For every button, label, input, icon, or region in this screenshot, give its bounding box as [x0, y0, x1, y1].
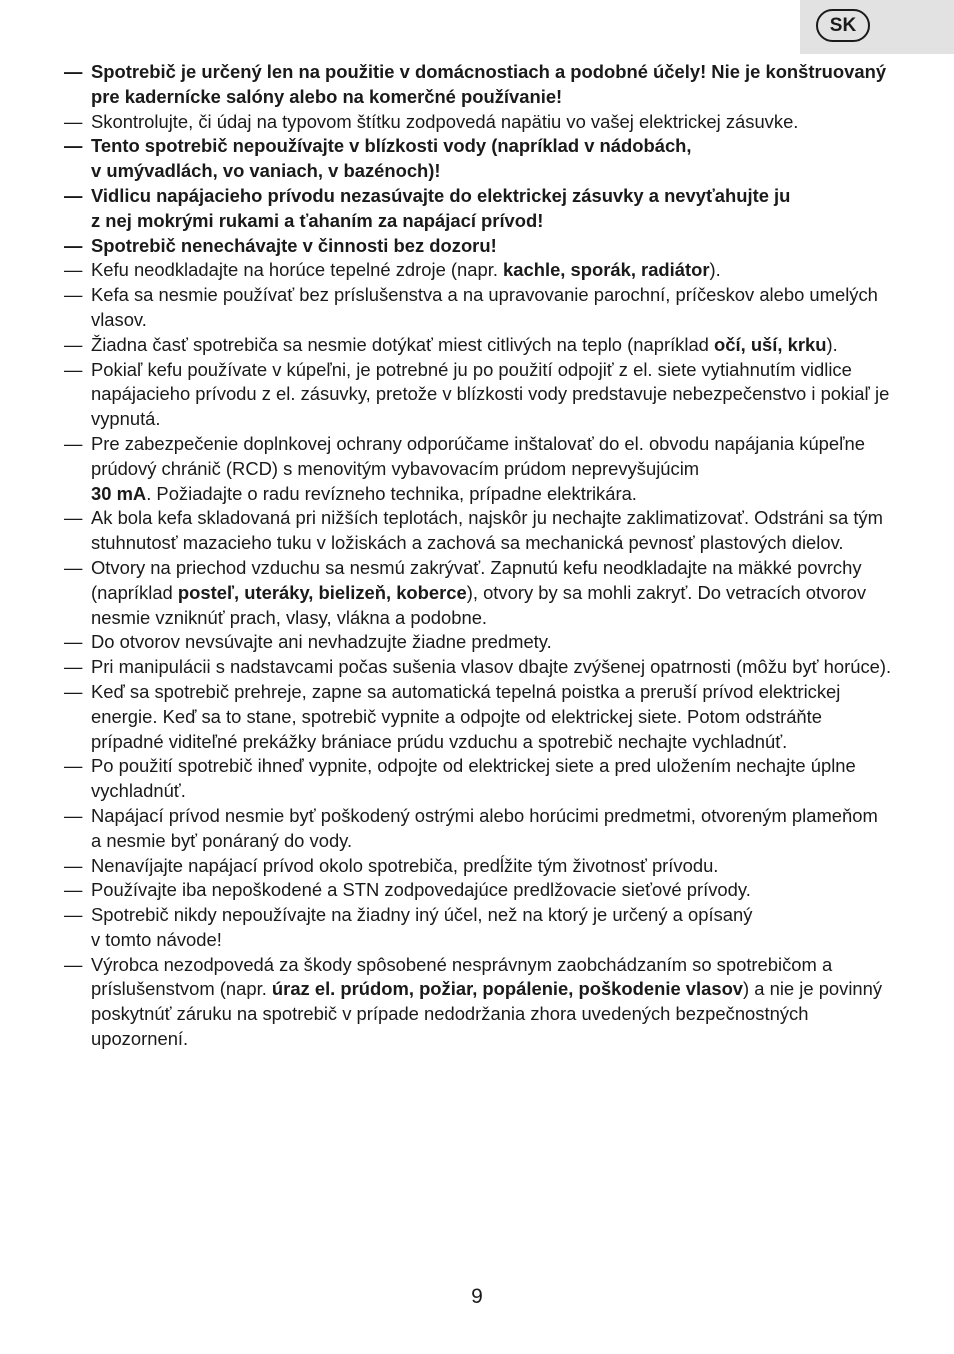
item-text: Vidlicu napájacieho prívodu nezasúvajte do elektrickej zásuvky a nevyťahujte ju [91, 184, 791, 206]
list-item [64, 283, 892, 333]
item-text: Pokiaľ kefu používate v kúpeľni, je potrebné ju po použití odpojiť z el. siete vytiahnutím vidlice napájacieho prívodu z el. zásuvky, pretože v blízkosti vody predstavuje nebezpečenstvo i pokiaľ je vypnutá. [91, 358, 890, 430]
item-text: v tomto návode! [91, 928, 222, 950]
list-item [64, 358, 892, 432]
list-item [64, 953, 892, 1052]
dash-bullet: — [64, 259, 83, 281]
item-text: Spotrebič nenechávajte v činnosti bez dozoru! [91, 234, 497, 256]
item-text: ), otvory by sa mohli zakryť. Do vetracích otvorov nesmie vzniknúť prach, vlasy, vlákna a podobne. [91, 581, 867, 628]
item-text: Tento spotrebič nepoužívajte v blízkosti vody (napríklad v nádobách, [91, 135, 692, 157]
dash-bullet: — [64, 631, 83, 653]
emphasis-text: kachle, sporák, radiátor [503, 259, 710, 281]
item-text: Výrobca nezodpovedá za škody spôsobené nesprávnym zaobchádzaním so spotrebičom a príslušenstvom (napr. [91, 953, 833, 1000]
dash-bullet: — [64, 358, 83, 380]
list-item [64, 134, 892, 184]
list-item [64, 903, 892, 953]
dash-bullet: — [64, 135, 83, 157]
item-text: Kefu neodkladajte na horúce tepelné zdroje (napr. [91, 259, 504, 281]
language-badge: SK [816, 9, 870, 42]
list-item [64, 258, 892, 283]
emphasis-text: očí, uší, krku [714, 333, 827, 355]
item-text: ) a nie je povinný poskytnúť záruku na spotrebič v prípade nedodržania zhora uvedených bezpečnostných upozornení. [91, 978, 883, 1050]
page-number: 9 [471, 1285, 483, 1308]
dash-bullet: — [64, 879, 83, 901]
emphasis-text: posteľ, uteráky, bielizeň, koberce [177, 581, 467, 603]
language-tab [800, 0, 954, 54]
item-text: ). [826, 333, 838, 355]
list-item [64, 234, 892, 259]
item-text: Spotrebič je určený len na použitie v domácnostiach a podobné účely! Nie je konštruovaný pre kadernícke salóny alebo na komerčné používanie! [91, 61, 887, 107]
list-item [64, 630, 892, 655]
dash-bullet: — [64, 904, 83, 926]
list-item [64, 854, 892, 879]
dash-bullet: — [64, 854, 83, 876]
item-text: Pre zabezpečenie doplnkovej ochrany odporúčame inštalovať do el. obvodu napájania kúpeľne prúdový chránič (RCD) s menovitým vybavovacím prúdom neprevyšujúcim [91, 432, 865, 479]
dash-bullet: — [64, 755, 83, 777]
dash-bullet: — [64, 234, 83, 256]
item-text: Skontrolujte, či údaj na typovom štítku zodpovedá napätiu vo vašej elektrickej zásuvke. [91, 110, 799, 132]
dash-bullet: — [64, 656, 83, 678]
dash-bullet: — [64, 804, 83, 826]
list-item [64, 184, 892, 234]
item-text: Pri manipulácii s nadstavcami počas sušenia vlasov dbajte zvýšenej opatrnosti (môžu byť horúce). [91, 656, 892, 678]
item-text: Nenavíjajte napájací prívod okolo spotrebiča, predĺžite tým životnosť prívodu. [91, 854, 719, 876]
dash-bullet: — [64, 680, 83, 702]
list-item [64, 110, 892, 135]
list-item [64, 333, 892, 358]
dash-bullet: — [64, 184, 83, 206]
emphasis-text: úraz el. prúdom, požiar, popálenie, poškodenie vlasov [271, 978, 744, 1000]
list-item [64, 556, 892, 630]
item-text: Napájací prívod nesmie byť poškodený ostrými alebo horúcimi predmetmi, otvoreným plameňom a nesmie byť ponáraný do vody. [91, 804, 878, 851]
item-text: Spotrebič nikdy nepoužívajte na žiadny iný účel, než na ktorý je určený a opísaný [91, 904, 753, 926]
dash-bullet: — [64, 556, 83, 578]
list-item [64, 754, 892, 804]
list-item [64, 506, 892, 556]
item-text: Keď sa spotrebič prehreje, zapne sa automatická tepelná poistka a preruší prívod elektrickej energie. Keď sa to stane, spotrebič vypnite a odpojte od elektrickej siete. Potom odstráňte prípadné viditeľné prekážky brániace prúdu vzduchu a spotrebič nechajte vychladnúť. [91, 680, 841, 752]
item-text: v umývadlách, vo vaniach, v bazénoch)! [91, 160, 441, 182]
item-text: . Požiadajte o radu revízneho technika, prípadne elektrikára. [146, 482, 637, 504]
dash-bullet: — [64, 432, 83, 454]
dash-bullet: — [64, 953, 83, 975]
dash-bullet: — [64, 333, 83, 355]
list-item [64, 804, 892, 854]
dash-bullet: — [64, 284, 83, 306]
item-text: z nej mokrými rukami a ťahaním za napájací prívod! [91, 209, 544, 231]
item-text: Používajte iba nepoškodené a STN zodpovedajúce predlžovacie sieťové prívody. [91, 879, 751, 901]
item-text: Do otvorov nevsúvajte ani nevhadzujte žiadne predmety. [91, 631, 552, 653]
list-item [64, 680, 892, 754]
safety-instructions-list [64, 60, 892, 1052]
dash-bullet: — [64, 507, 83, 529]
dash-bullet: — [64, 110, 83, 132]
list-item [64, 655, 892, 680]
item-text: Žiadna časť spotrebiča sa nesmie dotýkať miest citlivých na teplo (napríklad [91, 333, 715, 355]
item-text: Po použití spotrebič ihneď vypnite, odpojte od elektrickej siete a pred uložením nechajte úplne vychladnúť. [91, 755, 856, 802]
item-text: Ak bola kefa skladovaná pri nižších teplotách, najskôr ju nechajte zaklimatizovať. Odstráni sa tým stuhnutosť mazacieho tuku v ložiskách a zachová sa mechanická pevnosť plastových dielov. [91, 507, 883, 554]
emphasis-text: 30 mA [91, 482, 147, 504]
item-text: Otvory na priechod vzduchu sa nesmú zakrývať. Zapnutú kefu neodkladajte na mäkké povrchy (napríklad [91, 556, 862, 603]
list-item [64, 432, 892, 506]
dash-bullet: — [64, 61, 83, 82]
item-text: Kefa sa nesmie používať bez príslušenstva a na upravovanie parochní, príčeskov alebo umelých vlasov. [91, 284, 878, 330]
list-item [64, 60, 892, 110]
list-item [64, 878, 892, 903]
item-text: ). [709, 259, 721, 281]
